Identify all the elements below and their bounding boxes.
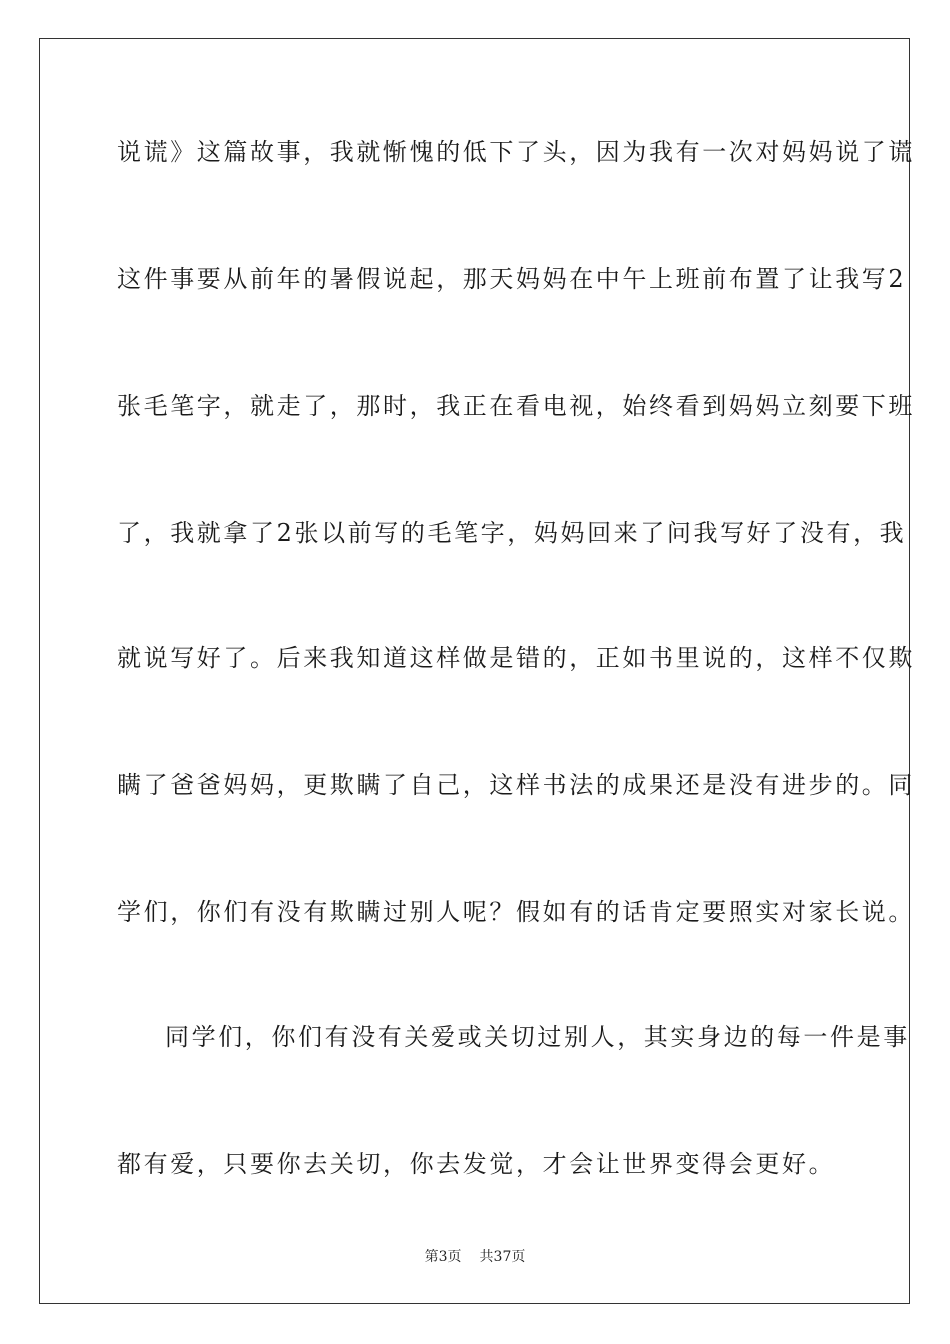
body-text-line: 说谎》这篇故事，我就惭愧的低下了头，因为我有一次对妈妈说了谎 [117, 138, 915, 166]
paragraph-first-line: 同学们，你们有没有关爱或关切过别人，其实身边的每一件是事 [165, 1023, 910, 1051]
body-text-line: 都有爱，只要你去关切，你去发觉，才会让世界变得会更好。 [117, 1150, 836, 1178]
body-text-line: 就说写好了。后来我知道这样做是错的，正如书里说的，这样不仅欺 [117, 644, 915, 672]
body-text-line: 这件事要从前年的暑假说起，那天妈妈在中午上班前布置了让我写2 [117, 265, 907, 293]
body-text-line: 瞒了爸爸妈妈，更欺瞒了自己，这样书法的成果还是没有进步的。同 [117, 771, 915, 799]
page-number: 第3页 [424, 1249, 462, 1265]
page-footer [0, 1248, 950, 1266]
total-pages: 共37页 [479, 1249, 526, 1265]
body-text-line: 学们，你们有没有欺瞒过别人呢？假如有的话肯定要照实对家长说。 [117, 898, 915, 926]
body-text-line: 张毛笔字，就走了，那时，我正在看电视，始终看到妈妈立刻要下班 [117, 392, 915, 420]
body-text-line: 了，我就拿了2张以前写的毛笔字，妈妈回来了问我写好了没有，我 [117, 519, 907, 547]
